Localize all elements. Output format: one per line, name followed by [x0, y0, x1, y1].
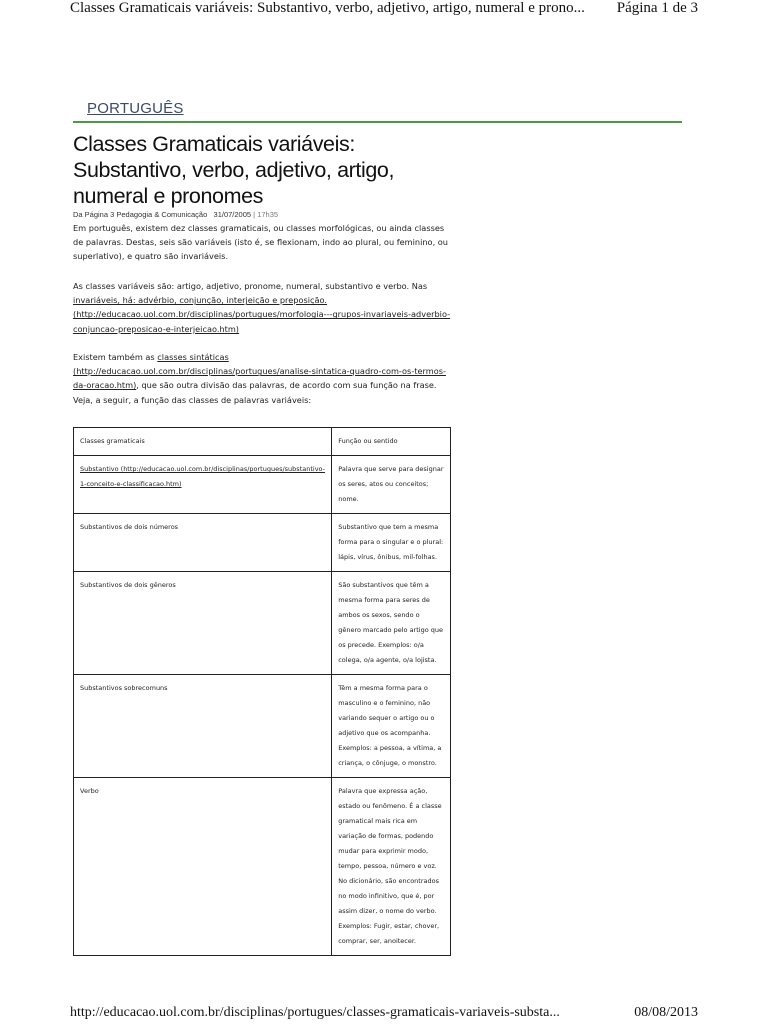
article-paragraph-2 — [73, 279, 453, 336]
table-cell-function: Palavra que serve para designar os seres, atos ou conceitos; nome. — [332, 456, 451, 514]
print-header-page-number: Página 1 de 3 — [616, 0, 698, 16]
table-header-cell: Classes gramaticais — [74, 428, 332, 456]
grammar-classes-table — [73, 427, 451, 956]
table-cell-function: Palavra que expressa ação, estado ou fenômeno. É a classe gramatical mais rica em variação de formas, podendo mudar para exprimir modo, tempo, pessoa, número e voz. No dicionário, são encontrados no modo infinitivo, que é, por assim dizer, o nome do verbo. Exemplos: Fugir, estar, chover, comprar, ser, anoitecer. — [332, 778, 451, 956]
section-link-portugues[interactable]: PORTUGUÊS — [87, 100, 184, 117]
table-row — [74, 675, 451, 778]
print-header-title: Classes Gramaticais variáveis: Substantivo, verbo, adjetivo, artigo, numeral e prono... — [70, 0, 585, 16]
table-header-cell: Função ou sentido — [332, 428, 451, 456]
byline-date: 31/07/2005 — [213, 210, 252, 219]
paragraph-text: , que são outra divisão das palavras, de acordo com sua função na frase. Veja, a seguir, a função das classes de palavras variáveis: — [73, 380, 437, 405]
table-cell-function: Têm a mesma forma para o masculino e o feminino, não variando sequer o artigo ou o adjetivo que os acompanha. Exemplos: a pessoa, a vítima, a criança, o cônjuge, o monstro. — [332, 675, 451, 778]
table-header-row — [74, 428, 451, 456]
table-row — [74, 778, 451, 956]
article-paragraph-1 — [73, 221, 453, 264]
table-cell-class — [74, 456, 332, 514]
table-cell-function: Substantivo que tem a mesma forma para o singular e o plural: lápis, vírus, ônibus, mil-folhas. — [332, 514, 451, 572]
table-cell-function: São substantivos que têm a mesma forma para seres de ambos os sexos, sendo o gênero marcado pelo artigo que os precede. Exemplos: o/a colega, o/a agente, o/a lojista. — [332, 572, 451, 675]
article-paragraph-3 — [73, 350, 453, 407]
print-header — [0, 0, 768, 24]
table-row — [74, 456, 451, 514]
substantivo-link[interactable]: Substantivo (http://educacao.uol.com.br/disciplinas/portugues/substantivo-1-conceito-e-classificacao.htm) — [80, 465, 325, 488]
print-footer-url: http://educacao.uol.com.br/disciplinas/portugues/classes-gramaticais-variaveis-substa... — [70, 1005, 560, 1020]
table-cell-class: Verbo — [74, 778, 332, 956]
section-divider — [73, 121, 682, 123]
table-cell-class: Substantivos sobrecomuns — [74, 675, 332, 778]
byline-time: 17h35 — [257, 210, 279, 219]
paragraph-text: Em português, existem dez classes gramaticais, ou classes morfológicas, ou ainda classes de palavras. Destas, seis são variáveis (isto é, se flexionam, indo ao plural, ou feminino, ou superlativo), e quatro são invariáveis. — [73, 223, 448, 262]
article-headline: Classes Gramaticais variáveis: Substantivo, verbo, adjetivo, artigo, numeral e pronomes — [73, 132, 395, 208]
syntactic-classes-link[interactable]: classes sintáticas (http://educacao.uol.com.br/disciplinas/portugues/analise-sintatica-quadro-com-os-termos-da-oracao.htm) — [73, 352, 446, 391]
table-row — [74, 514, 451, 572]
paragraph-text: As classes variáveis são: artigo, adjetivo, pronome, numeral, substantivo e verbo. Nas — [73, 281, 428, 291]
print-footer-date: 08/08/2013 — [634, 1005, 698, 1020]
paragraph-text: Existem também as — [73, 352, 155, 362]
table-cell-class: Substantivos de dois números — [74, 514, 332, 572]
article-byline: Da Página 3 Pedagogia & Comunicação 31/07/2005 | 17h35 — [73, 210, 279, 219]
invariable-classes-link[interactable]: invariáveis, há: advérbio, conjunção, interjeição e preposição. (http://educacao.uol.com.br/disciplinas/portugues/morfologia---grupos-invariaveis-adverbio-conjuncao-preposicao-e-interjeicao.htm) — [73, 295, 451, 334]
table-row — [74, 572, 451, 675]
table-cell-class: Substantivos de dois gêneros — [74, 572, 332, 675]
byline-source: Da Página 3 Pedagogia & Comunicação — [73, 210, 208, 219]
